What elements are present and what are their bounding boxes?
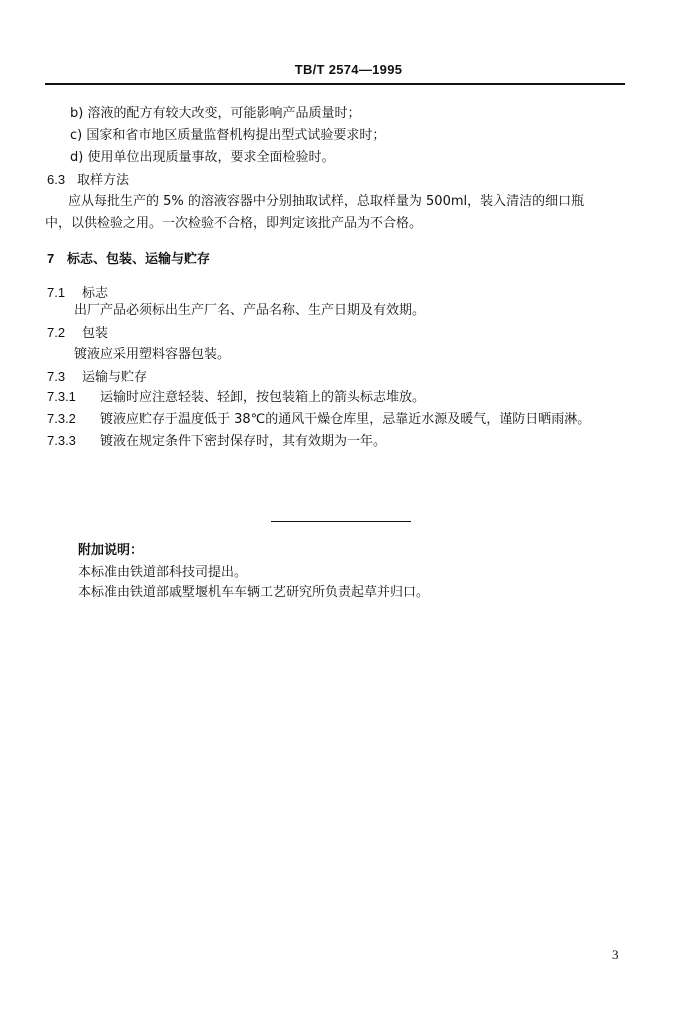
section-7-2-number: 7.2 — [47, 325, 66, 340]
section-7-1-number: 7.1 — [47, 285, 66, 300]
section-7-3-2-text: 镀液应贮存于温度低于 38℃的通风干燥仓库里，忌靠近水源及暖气，谨防日晒雨淋。 — [100, 412, 591, 427]
section-7-2-title: 包装 — [82, 326, 109, 341]
section-7-2-heading — [47, 325, 108, 342]
appendix-line-1: 本标准由铁道部科技司提出。 — [78, 565, 248, 580]
section-7-3-number: 7.3 — [47, 369, 66, 384]
section-7-2-text: 镀液应采用塑料容器包装。 — [74, 347, 231, 362]
section-6-3-heading — [47, 172, 129, 189]
section-7-3-2-number: 7.3.2 — [47, 411, 76, 426]
page-number: 3 — [612, 947, 619, 962]
item-6-2-b: b) 溶液的配方有较大改变，可能影响产品质量时； — [70, 106, 361, 121]
document-header: TB/T 2574—1995 — [294, 62, 403, 77]
header-rule — [45, 83, 625, 85]
item-6-2-d: d) 使用单位出现质量事故，要求全面检验时。 — [70, 150, 335, 165]
item-6-2-c: c) 国家和省市地区质量监督机构提出型式试验要求时； — [70, 128, 386, 143]
section-7-3-title: 运输与贮存 — [82, 370, 148, 385]
section-7-3-3 — [47, 433, 386, 450]
section-7-1-heading — [47, 285, 108, 302]
section-7-3-1-text: 运输时应注意轻装、轻卸，按包装箱上的箭头标志堆放。 — [100, 390, 426, 405]
section-7-number: 7 — [47, 251, 55, 266]
section-7-3-3-number: 7.3.3 — [47, 433, 76, 448]
section-7-3-3-text: 镀液在规定条件下密封保存时，其有效期为一年。 — [100, 434, 387, 449]
section-6-3-title: 取样方法 — [77, 173, 130, 188]
appendix-title: 附加说明： — [78, 543, 144, 558]
section-6-3-number: 6.3 — [47, 172, 66, 187]
section-6-3-text-line-1: 应从每批生产的 5% 的溶液容器中分别抽取试样，总取样量为 500ml，装入清洁的细口瓶 — [68, 194, 585, 209]
section-7-3-1 — [47, 389, 425, 406]
appendix-line-2: 本标准由铁道部戚墅堰机车车辆工艺研究所负责起草并归口。 — [78, 585, 430, 600]
section-7-3-2 — [47, 411, 590, 428]
section-6-3-text-line-2: 中，以供检验之用。一次检验不合格，即判定该批产品为不合格。 — [45, 216, 423, 231]
section-7-title: 标志、包装、运输与贮存 — [67, 252, 211, 267]
section-7-1-text: 出厂产品必须标出生产厂名、产品名称、生产日期及有效期。 — [74, 303, 426, 318]
section-7-3-heading — [47, 369, 147, 386]
section-7-3-1-number: 7.3.1 — [47, 389, 76, 404]
section-7-1-title: 标志 — [82, 286, 109, 301]
appendix-separator — [271, 521, 411, 522]
section-7-heading — [47, 251, 210, 268]
